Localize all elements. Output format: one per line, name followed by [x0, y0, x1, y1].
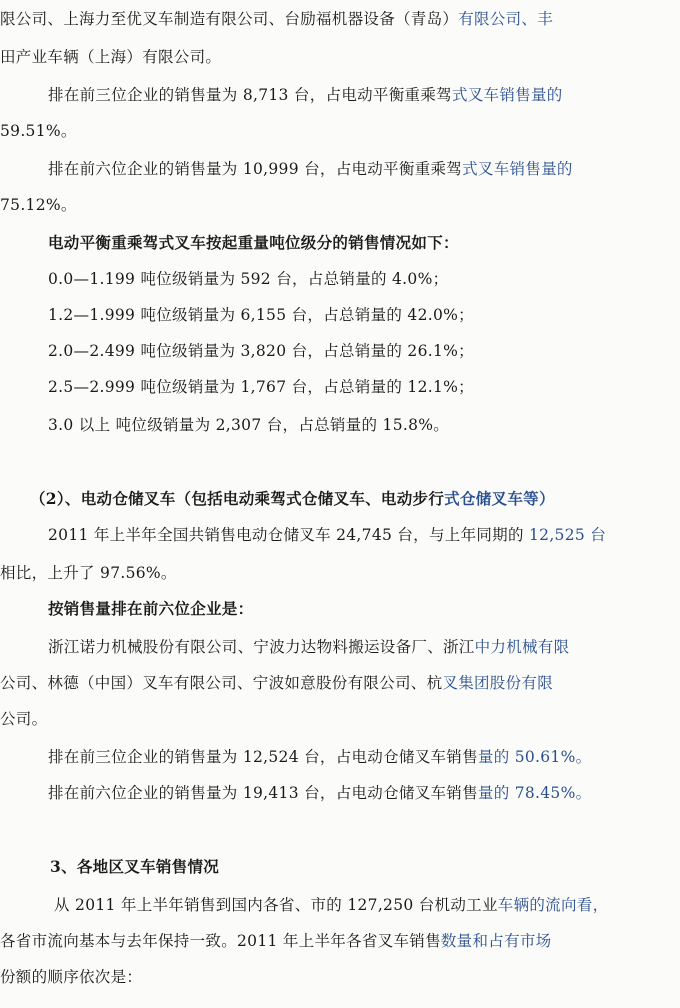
paragraph-line: 份额的顺序依次是：	[0, 968, 143, 986]
paragraph-line-2: 田产业车辆（上海）有限公司。	[0, 48, 222, 66]
paragraph-line: 浙江诺力机械股份有限公司、宁波力达物料搬运设备厂、浙江中力机械有限	[48, 638, 570, 656]
paragraph-line: 排在前六位企业的销售量为 19,413 台，占电动仓储叉车销售量的 78.45%。	[48, 784, 592, 802]
list-item: 3.0 以上 吨位级销量为 2,307 台，占总销量的 15.8%。	[48, 416, 450, 434]
paragraph-line-3: 排在前三位企业的销售量为 8,713 台，占电动平衡重乘驾式叉车销售量的	[48, 86, 563, 104]
section-heading-tonnage: 电动平衡重乘驾式叉车按起重量吨位级分的销售情况如下：	[48, 233, 459, 252]
paragraph-line-5: 排在前六位企业的销售量为 10,999 台，占电动平衡重乘驾式叉车销售量的	[48, 160, 573, 178]
list-item: 2.5—2.999 吨位级销量为 1,767 台，占总销量的 12.1%；	[48, 378, 474, 396]
paragraph-line-1: 限公司、上海力至优叉车制造有限公司、台励福机器设备（青岛）有限公司、丰	[0, 10, 554, 28]
paragraph-line-6: 75.12%。	[0, 196, 77, 214]
section-heading-regions: 3、各地区叉车销售情况	[50, 857, 220, 876]
paragraph-line: 2011 年上半年全国共销售电动仓储叉车 24,745 台，与上年同期的 12,525 台	[48, 526, 607, 544]
paragraph-line: 各省市流向基本与去年保持一致。2011 年上半年各省叉车销售数量和占有市场	[0, 932, 552, 950]
paragraph-line: 公司。	[0, 710, 48, 728]
list-item: 2.0—2.499 吨位级销量为 3,820 台，占总销量的 26.1%；	[48, 342, 474, 360]
section-heading-top-six: 按销售量排在前六位企业是：	[48, 599, 254, 618]
paragraph-line: 公司、林德（中国）叉车有限公司、宁波如意股份有限公司、杭叉集团股份有限	[0, 674, 554, 692]
list-item: 1.2—1.999 吨位级销量为 6,155 台，占总销量的 42.0%；	[48, 306, 474, 324]
list-item: 0.0—1.199 吨位级销量为 592 台，占总销量的 4.0%；	[48, 270, 449, 288]
paragraph-line: 排在前三位企业的销售量为 12,524 台，占电动仓储叉车销售量的 50.61%。	[48, 748, 592, 766]
paragraph-line-4: 59.51%。	[0, 122, 77, 140]
section-heading-warehouse: （2）、电动仓储叉车（包括电动乘驾式仓储叉车、电动步行式仓储叉车等）	[30, 489, 555, 508]
paragraph-line: 相比，上升了 97.56%。	[0, 564, 177, 582]
paragraph-line: 从 2011 年上半年销售到国内各省、市的 127,250 台机动工业车辆的流向看，	[54, 896, 609, 914]
